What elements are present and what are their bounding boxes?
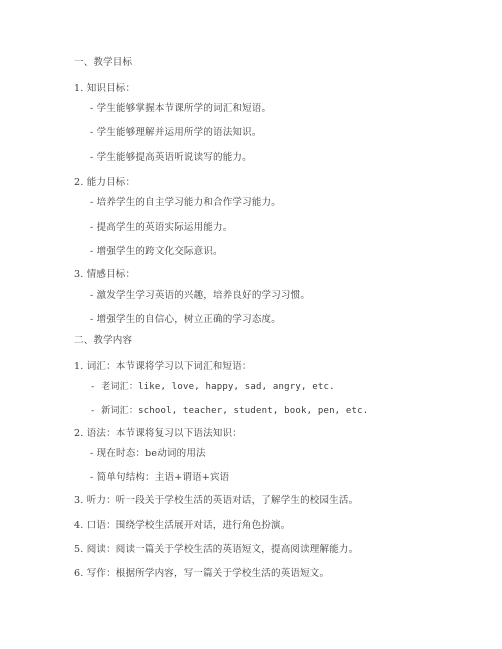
item-number: 5. — [74, 544, 84, 555]
item-number: 1. — [74, 83, 84, 94]
bullet-item: - 激发学生学习英语的兴趣，培养良好的学习习惯。 — [90, 290, 311, 301]
item-title: 听力：听一段关于学校生活的英语对话，了解学生的校园生活。 — [86, 495, 359, 506]
bullet-item: - 增强学生的自信心，树立正确的学习态度。 — [90, 314, 281, 325]
item-title: 词汇：本节课将学习以下词汇和短语： — [86, 361, 252, 372]
item-number: 3. — [74, 269, 84, 280]
list-item-heading — [74, 568, 329, 580]
list-item-heading — [74, 361, 252, 373]
list-item-heading — [74, 177, 135, 189]
list-item-heading — [74, 428, 242, 440]
item-title: 语法：本节课将复习以下语法知识： — [86, 428, 242, 439]
item-number: 2. — [74, 428, 84, 439]
bullet-item: - 新词汇：school, teacher, student, book, pen, etc. — [90, 406, 369, 416]
section-heading: 二、教学内容 — [74, 335, 133, 346]
item-title: 写作：根据所学内容，写一篇关于学校生活的英语短文。 — [86, 568, 330, 579]
item-title: 能力目标： — [86, 177, 136, 188]
bullet-item: - 学生能够理解并运用所学的语法知识。 — [90, 127, 262, 138]
item-title: 阅读：阅读一篇关于学校生活的英语短文，提高阅读理解能力。 — [86, 544, 359, 555]
bullet-item: - 简单句结构：主语+谓语+宾语 — [90, 472, 230, 483]
item-number: 6. — [74, 568, 84, 579]
list-item-heading — [74, 520, 290, 532]
section-heading: 一、教学目标 — [74, 57, 133, 68]
bullet-item: - 培养学生的自主学习能力和合作学习能力。 — [90, 197, 281, 208]
item-title: 情感目标： — [86, 269, 136, 280]
item-number: 3. — [74, 495, 84, 506]
list-item-heading — [74, 83, 135, 95]
bullet-item: - 学生能够掌握本节课所学的词汇和短语。 — [90, 103, 272, 114]
bullet-item: - 学生能够提高英语听说读写的能力。 — [90, 152, 252, 163]
list-item-heading — [74, 269, 135, 281]
list-item-heading — [74, 495, 358, 507]
bullet-item: - 老词汇：like, love, happy, sad, angry, etc. — [90, 382, 335, 392]
bullet-item: - 现在时态：be动词的用法 — [90, 448, 206, 459]
item-title: 知识目标： — [86, 83, 136, 94]
item-number: 4. — [74, 520, 84, 531]
list-item-heading — [74, 544, 358, 556]
bullet-item: - 提高学生的英语实际运用能力。 — [90, 222, 233, 233]
item-number: 2. — [74, 177, 84, 188]
item-number: 1. — [74, 361, 84, 372]
bullet-item: - 增强学生的跨文化交际意识。 — [90, 246, 223, 257]
item-title: 口语：围绕学校生活展开对话，进行角色扮演。 — [86, 520, 291, 531]
